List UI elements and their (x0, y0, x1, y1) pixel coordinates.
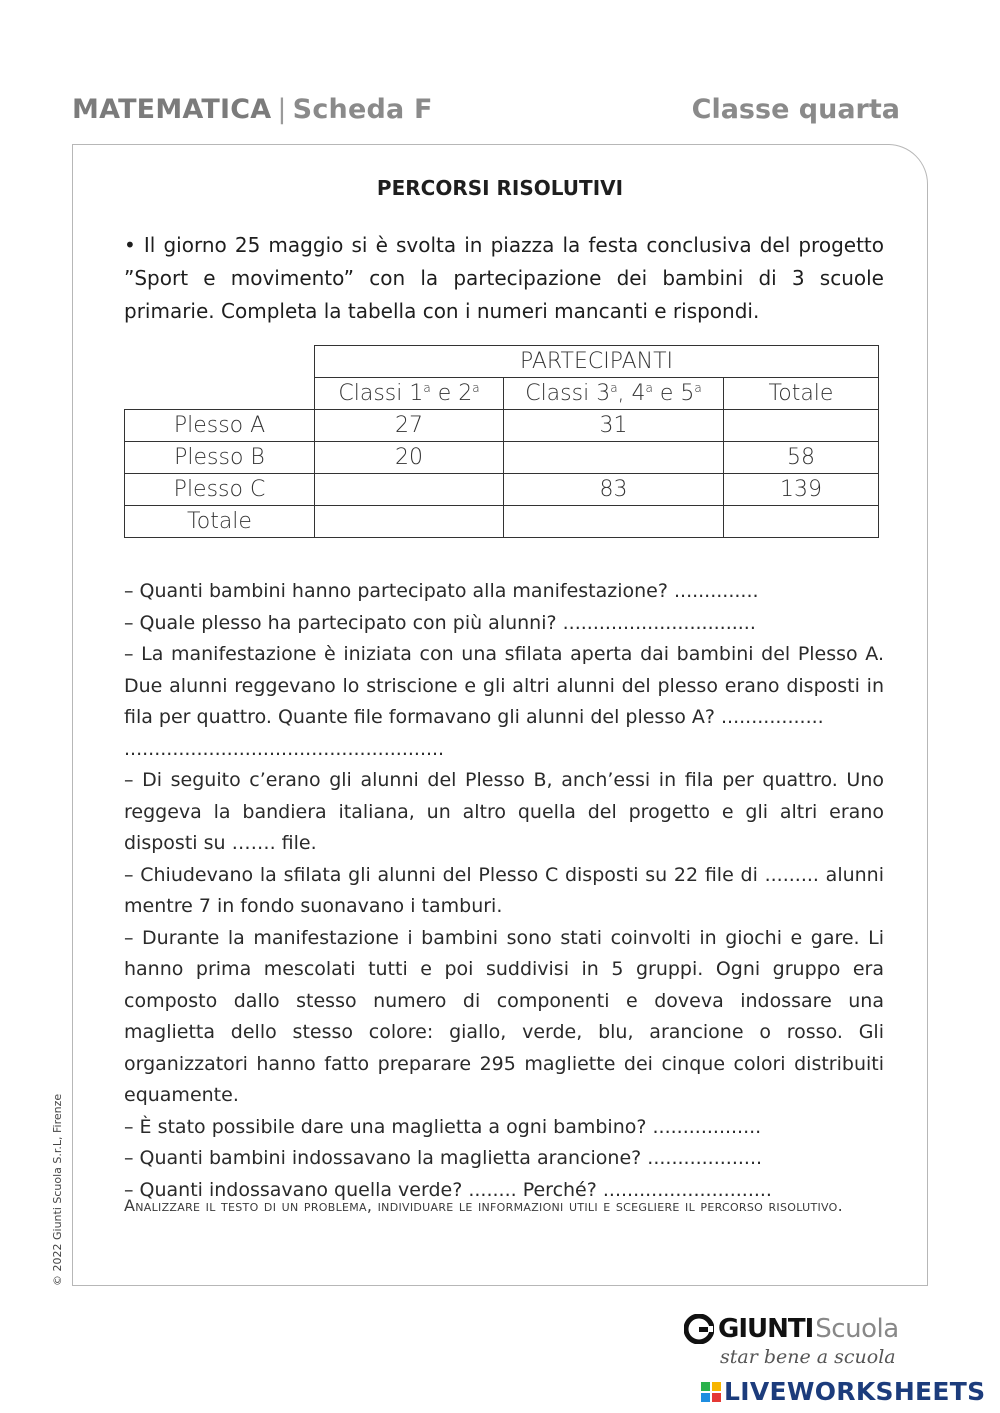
group-header-cell: PARTECIPANTI (315, 346, 879, 378)
table-corner (125, 346, 315, 378)
cell-value: 58 (724, 442, 879, 474)
cell-input[interactable] (315, 506, 504, 538)
question-text: – Quanti indossavano quella verde? ........ Perché? ............................ (124, 1178, 772, 1201)
question-text: – Chiudevano la sfilata gli alunni del Plesso C disposti su 22 file di ......... alunni mentre 7 in fondo suonavano i tamburi. (124, 863, 884, 917)
publisher-logo (684, 1314, 899, 1344)
table-column-header-row (125, 378, 879, 410)
row-label: Plesso A (125, 410, 315, 442)
sheet-label: Scheda F (292, 94, 433, 125)
liveworksheets-logo (700, 1377, 985, 1406)
cell-input[interactable] (724, 506, 879, 538)
worksheet-title: PERCORSI RISOLUTIVI (376, 176, 624, 200)
cell-input[interactable] (504, 442, 724, 474)
table-row (125, 506, 879, 538)
question-text: – Durante la manifestazione i bambini sono stati coinvolti in giochi e gare. Li hanno prima mescolati tutti e poi suddivisi in 5 gruppi. Ogni gruppo era composto dallo stesso numero di componenti e doveva indossare una maglietta dello stesso colore: giallo, verde, blu, arancione o rosso. Gli organizzatori hanno fatto preparare 295 magliette dei cinque colori distribuiti equamente. (124, 926, 884, 1106)
table-row (125, 442, 879, 474)
copyright-notice: © 2022 Giunti Scuola S.r.L, Firenze (51, 1093, 64, 1286)
cell-value: 27 (315, 410, 504, 442)
subject-title: MATEMATICA (72, 94, 272, 125)
cell-value: 31 (504, 410, 724, 442)
row-label: Totale (125, 506, 315, 538)
page-header-left (72, 94, 433, 125)
question-text: – Quanti bambini hanno partecipato alla manifestazione? .............. (124, 580, 759, 602)
column-header-classi-3-4-5: Classi 3$^a$, 4$^a$ e 5$^a$ (504, 378, 724, 410)
table-row (125, 474, 879, 506)
question-text: – La manifestazione è iniziata con una sfilata aperta dai bambini del Plesso A. Due alunni reggevano lo striscione e gli altri alunni del plesso erano disposti in fila per quattro. Quante file formavano gli alunni del plesso A? ................. (124, 643, 884, 728)
question-text: – Quale plesso ha partecipato con più alunni? ................................ (124, 611, 756, 634)
row-label: Plesso C (125, 474, 315, 506)
liveworksheets-name: LIVEWORKSHEETS (724, 1377, 986, 1406)
row-label: Plesso B (125, 442, 315, 474)
publisher-name: GIUNTI (718, 1314, 814, 1344)
cell-value: 139 (724, 474, 879, 506)
question-text: – È stato possibile dare una maglietta a ogni bambino? .................. (124, 1115, 762, 1138)
column-header-totale: Totale (724, 378, 879, 410)
grade-label: Classe quarta (691, 94, 900, 125)
learning-objective: Analizzare il testo di un problema, individuare le informazioni utili e scegliere il percorso risolutivo. (124, 1196, 843, 1215)
cell-input[interactable] (315, 474, 504, 506)
intro-paragraph: • Il giorno 25 maggio si è svolta in piazza la festa conclusiva del progetto ”Sport e movimento” con la partecipazione dei bambini di 3 scuole primarie. Completa la tabella con i numeri mancanti e rispondi. (124, 233, 884, 323)
table-corner-2 (125, 378, 315, 410)
table-row (125, 410, 879, 442)
question-text: – Quanti bambini indossavano la maglietta arancione? ................... (124, 1147, 763, 1169)
publisher-sub: Scuola (815, 1314, 899, 1344)
cell-value: 20 (315, 442, 504, 474)
answer-line: ..................................................... (124, 737, 445, 760)
column-header-classi-1-2: Classi 1$^a$ e 2$^a$ (315, 378, 504, 410)
cell-value: 83 (504, 474, 724, 506)
cell-input[interactable] (724, 410, 879, 442)
participants-table (124, 345, 879, 538)
table-group-header-row (125, 346, 879, 378)
giunti-logo-icon (684, 1314, 714, 1344)
liveworksheets-grid-icon (700, 1381, 722, 1403)
question-text: – Di seguito c’erano gli alunni del Plesso B, anch’essi in fila per quattro. Uno reggeva la bandiera italiana, un altro quella del progetto e gli altri erano disposti su ……. file. (124, 769, 884, 854)
publisher-tagline: star bene a scuola (720, 1346, 896, 1368)
questions-block (124, 576, 884, 1206)
cell-input[interactable] (504, 506, 724, 538)
header-separator: | (277, 94, 287, 125)
